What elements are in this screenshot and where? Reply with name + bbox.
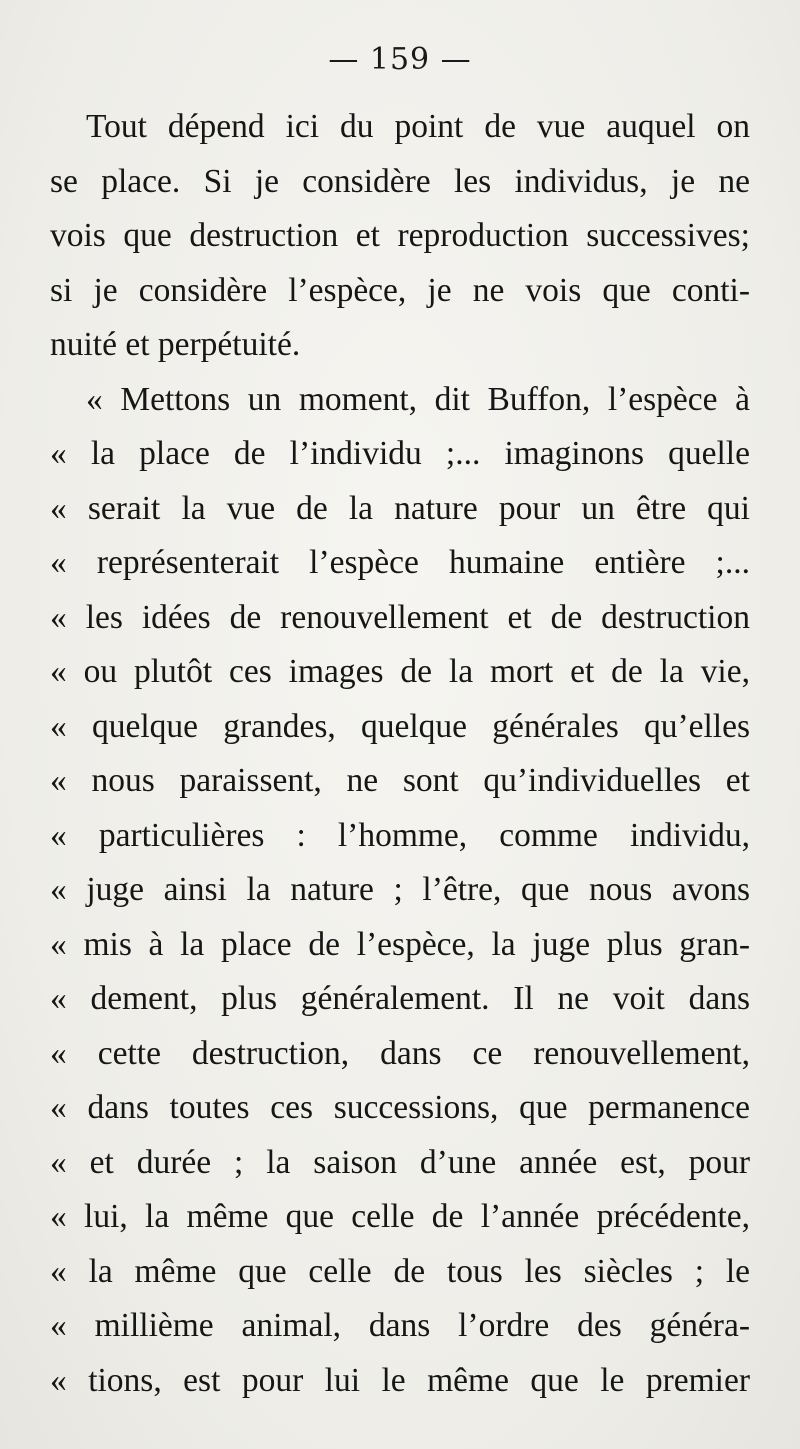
text-line: « juge ainsi la nature ; l’être, que nous avons [50,871,750,908]
text-line: « quelque grandes, quelque générales qu’elles [50,707,750,745]
text-line: vois que destruction et reproduction successives; [50,217,750,254]
text-line: « dans toutes ces successions, que permanence [50,1089,750,1126]
text-line: si je considère l’espèce, je ne vois que conti- [50,271,750,309]
text-line: Tout dépend ici du point de vue auquel on [86,108,750,145]
text-line: « ou plutôt ces images de la mort et de la vie, [50,653,750,690]
text-line: « la même que celle de tous les siècles ; le [50,1252,750,1290]
text-line: « la place de l’individu ;... imaginons quelle [50,435,750,472]
text-line: « mis à la place de l’espèce, la juge plus gran- [50,925,750,963]
text-line: « serait la vue de la nature pour un être qui [50,489,750,527]
body-text [50,100,750,1408]
text-line: « les idées de renouvellement et de destruction [50,598,750,636]
text-line: « particulières : l’homme, comme individu, [50,816,750,854]
text-line: « nous paraissent, ne sont qu’individuelles et [50,762,750,799]
text-line: « millième animal, dans l’ordre des généra- [50,1307,750,1344]
text-line: « tions, est pour lui le même que le premier [50,1361,750,1399]
text-line: « cette destruction, dans ce renouvellement, [50,1034,750,1072]
text-line: se place. Si je considère les individus, je ne [50,162,750,200]
paragraph-2-quotation [50,373,750,1409]
text-line: « représenterait l’espèce humaine entière ;... [50,544,750,581]
text-line: « Mettons un moment, dit Buffon, l’espèce à [86,380,750,418]
text-line: « et durée ; la saison d’une année est, pour [50,1143,750,1181]
paragraph-1 [50,100,750,373]
text-line: nuité et perpétuité. [50,326,301,363]
text-line: « dement, plus généralement. Il ne voit dans [50,980,750,1017]
text-line: « lui, la même que celle de l’année précédente, [50,1198,750,1235]
page-number: — 159 — [328,42,472,77]
